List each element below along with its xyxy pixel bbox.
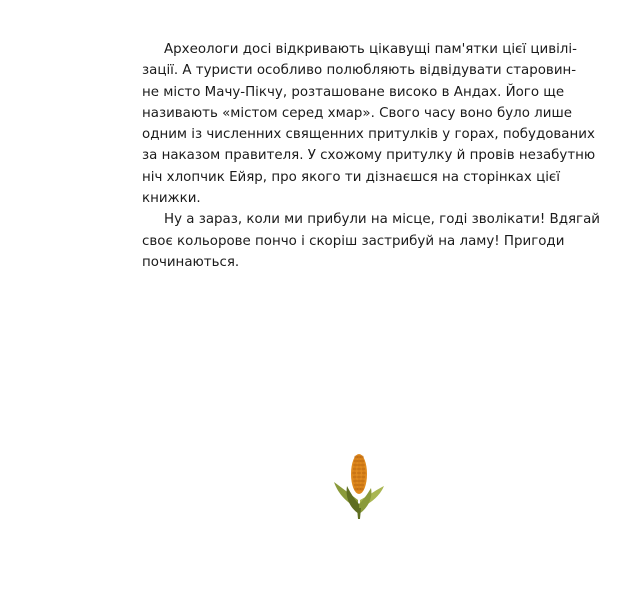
corn-kernel (361, 468, 365, 471)
corn-kernel (361, 480, 365, 483)
corn-kernel (357, 480, 361, 483)
corn-kernel (361, 476, 365, 479)
text-line: починаються. (142, 254, 240, 270)
text-line: за наказом правителя. У схожому притулку й провів незабутню (142, 148, 596, 164)
text-line: Археологи досі відкривають цікавущі пам'ятки цієї цивілі- (164, 42, 577, 57)
corn-kernel (360, 484, 364, 487)
text-line: Ну а зараз, коли ми прибули на місце, годі зволікати! Вдягай (164, 212, 600, 228)
corn-kernel (353, 476, 357, 479)
corn-kernel (360, 456, 364, 459)
corn-stem (357, 508, 361, 519)
corn-kernel (360, 488, 364, 491)
corn-kernel (361, 464, 365, 467)
text-line: зації. А туристи особливо полюбляють відвідувати старовин- (142, 63, 577, 79)
corn-kernel (353, 468, 357, 471)
paragraph-1 (142, 39, 596, 209)
corn-kernel (360, 460, 364, 463)
text-line: одним із численних священних притулків у горах, побудованих (142, 127, 595, 143)
corn-kernel (357, 460, 361, 463)
corn-kernel (357, 484, 361, 487)
text-line: своє кольорове пончо і скоріш застрибуй на ламу! Пригоди (142, 233, 565, 249)
corn-kernel (357, 476, 361, 479)
corn-kernel (353, 480, 357, 483)
corn-kernel (362, 472, 366, 475)
corn-cob-icon (328, 448, 390, 520)
corn-kernel (357, 464, 361, 467)
text-line: не місто Мачу-Пікчу, розташоване високо в Андах. Його ще (142, 84, 565, 100)
corn-kernel (352, 472, 356, 475)
body-text (142, 39, 600, 273)
corn-cob-illustration (328, 448, 390, 520)
text-line: ніч хлопчик Ейяр, про якого ти дізнаєшся на сторінках цієї (142, 169, 560, 185)
paragraph-2 (142, 209, 600, 273)
corn-kernel (357, 468, 361, 471)
corn-kernel (354, 460, 358, 463)
corn-kernels (352, 456, 365, 491)
corn-kernel (354, 484, 358, 487)
corn-kernel (357, 472, 361, 475)
text-line: називають «містом серед хмар». Свого часу воно було лише (142, 105, 572, 121)
text-line: книжки. (142, 191, 201, 207)
corn-kernel (353, 464, 357, 467)
